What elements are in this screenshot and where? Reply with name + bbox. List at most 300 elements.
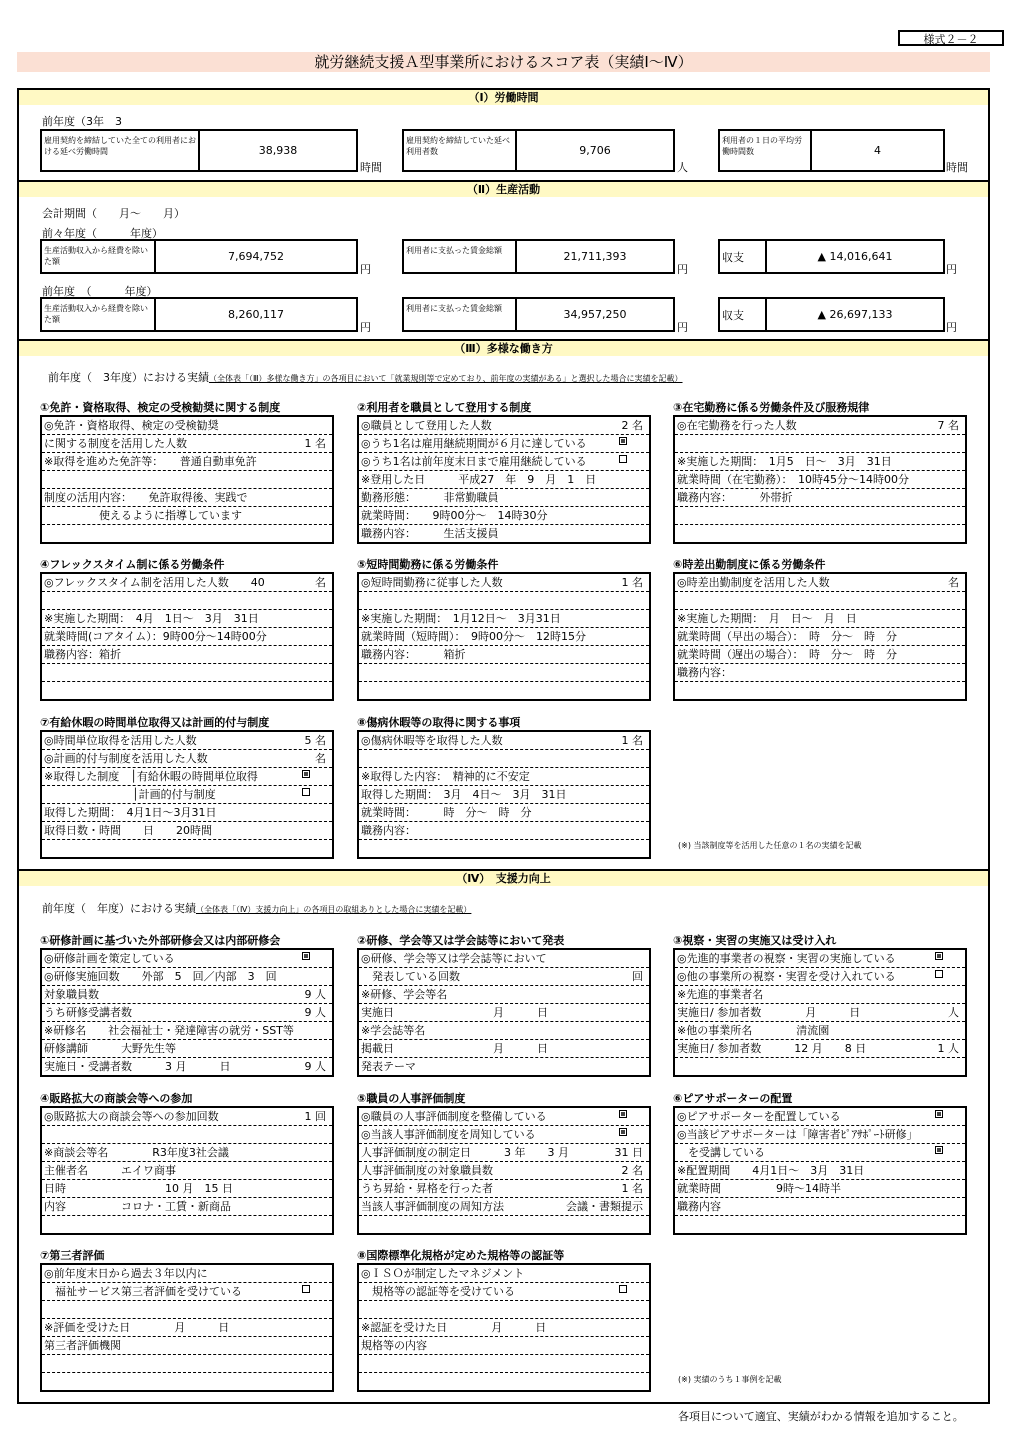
row-text: ※取得した制度 │有給休暇の時間単位取得: [44, 770, 258, 783]
box-title: ④フレックスタイム制に係る労働条件: [40, 558, 225, 571]
record-box: [40, 572, 334, 701]
record-box: [357, 1263, 651, 1392]
form-row[interactable]: [42, 1373, 332, 1390]
form-row[interactable]: [675, 525, 965, 542]
form-row[interactable]: [42, 840, 332, 857]
box-title: ⑥時差出勤制度に係る労働条件: [673, 558, 826, 571]
form-row[interactable]: [359, 1373, 649, 1390]
row-text: ◎ＩＳＯが制定したマネジメント: [361, 1267, 525, 1280]
sec3-intro-text: 前年度（ 3年度）における実績: [48, 371, 209, 384]
record-box: [40, 1263, 334, 1392]
form-row[interactable]: [359, 1022, 649, 1040]
row-value: 31 日: [614, 1146, 643, 1159]
record-box: [40, 1106, 334, 1235]
row-text: 日時 10 月 15 日: [44, 1182, 233, 1195]
form-row[interactable]: [675, 471, 965, 489]
form-row[interactable]: [42, 1108, 332, 1126]
form-row[interactable]: [675, 1216, 965, 1233]
form-row[interactable]: [359, 417, 649, 435]
unit-yen: 円: [946, 321, 957, 334]
form-row[interactable]: [675, 1004, 965, 1022]
form-row[interactable]: [359, 574, 649, 592]
row-text: 職務内容： 箱折: [361, 648, 466, 661]
box-title: ①研修計画に基づいた外部研修会又は内部研修会: [40, 934, 281, 947]
form-row[interactable]: [359, 1198, 649, 1216]
row-value: 9 人: [304, 988, 326, 1001]
record-box: [40, 948, 334, 1077]
form-row[interactable]: [359, 1283, 649, 1301]
record-box: [357, 1106, 651, 1235]
form-row[interactable]: [675, 592, 965, 610]
sec2-prev1-balance-label: 収支: [720, 299, 767, 330]
sec1-users-box: [402, 129, 675, 172]
row-text: ◎販路拡大の商談会等への参加回数: [44, 1110, 219, 1123]
row-text: ◎時間単位取得を活用した人数: [44, 734, 197, 747]
form-row[interactable]: [42, 1301, 332, 1319]
row-text: ※評価を受けた日 月 日: [44, 1321, 230, 1334]
row-text: 人事評価制度の制定日 3 年 3 月: [361, 1146, 569, 1159]
form-row[interactable]: [42, 1283, 332, 1301]
form-row[interactable]: [675, 453, 965, 471]
form-row[interactable]: [359, 435, 649, 453]
sec2-prev1-income-label: 生産活動収入から経費を除いた額: [42, 299, 156, 330]
record-box: [673, 948, 967, 1077]
row-text: 実施日 月 日: [361, 1006, 548, 1019]
sec2-prev1-wages-label: 利用者に支払った賃金総額: [404, 299, 517, 330]
form-row[interactable]: [359, 1216, 649, 1233]
row-text: ◎当該人事評価制度を周知している: [361, 1128, 536, 1141]
form-row[interactable]: [675, 1144, 965, 1162]
checked-checkbox-icon[interactable]: [935, 1146, 943, 1154]
row-text: 就業時間（早出の場合）： 時 分～ 時 分: [677, 630, 897, 643]
row-text: ◎職員の人事評価制度を整備している: [361, 1110, 547, 1123]
form-row[interactable]: [42, 768, 332, 786]
form-row[interactable]: [359, 1126, 649, 1144]
row-text: 福祉サービス第三者評価を受けている: [44, 1285, 242, 1298]
form-row[interactable]: [359, 646, 649, 664]
row-text: 人事評価制度の対象職員数: [361, 1164, 493, 1177]
row-text: 制度の活用内容： 免許取得後、実践で: [44, 491, 248, 504]
row-text: 勤務形態： 非常勤職員: [361, 491, 499, 504]
form-row[interactable]: [675, 1162, 965, 1180]
form-row[interactable]: [359, 1301, 649, 1319]
form-row[interactable]: [675, 1198, 965, 1216]
form-row[interactable]: [359, 986, 649, 1004]
row-value: 9 人: [304, 1006, 326, 1019]
sec1-unit-people: 人: [677, 161, 688, 174]
record-box: [673, 1106, 967, 1235]
sec2-prev1-wages-value[interactable]: 34,957,250: [563, 308, 627, 321]
row-text: ※実施した期間： 4月 1日～ 3月 31日: [44, 612, 259, 625]
row-text: 就業時間（在宅勤務）： 10時45分～14時00分: [677, 473, 909, 486]
sec2-prev2-income-value[interactable]: 7,694,752: [228, 250, 284, 263]
form-row[interactable]: [42, 628, 332, 646]
row-text: ◎研修計画を策定している: [44, 952, 175, 965]
row-value: 名: [948, 576, 959, 589]
form-row[interactable]: [42, 1022, 332, 1040]
box-title: ⑥ピアサポーターの配置: [673, 1092, 793, 1105]
row-text: 研修講師 大野先生等: [44, 1042, 176, 1055]
form-row[interactable]: [675, 968, 965, 986]
row-text: ◎当該ピアサポーターは「障害者ﾋﾟｱｻﾎﾟｰﾄ研修」: [677, 1128, 918, 1141]
row-value: 回: [632, 970, 643, 983]
form-row[interactable]: [359, 1265, 649, 1283]
form-row[interactable]: [359, 822, 649, 840]
form-row[interactable]: [675, 664, 965, 682]
row-text: ◎在宅勤務を行った人数: [677, 419, 797, 432]
form-row[interactable]: [359, 732, 649, 750]
sec4-intro-note: （全体表「（Ⅳ）支援力向上」の各項目の取組ありとした場合に実績を記載）: [196, 905, 472, 914]
row-text: 職務内容: [677, 1200, 721, 1213]
row-text: 発表している回数: [361, 970, 460, 983]
row-text: 取得した期間： 4月1日～3月31日: [44, 806, 217, 819]
form-row[interactable]: [42, 1265, 332, 1283]
row-text: ◎研修、学会等又は学会誌等において: [361, 952, 547, 965]
row-text: うち昇給・昇格を行った者: [361, 1182, 493, 1195]
row-text: 実施日/ 参加者数 月 日: [677, 1006, 861, 1019]
form-row[interactable]: [42, 507, 332, 525]
sec4-intro-text: 前年度（ 年度）における実績: [42, 902, 196, 915]
form-row[interactable]: [359, 1040, 649, 1058]
row-text: │計画的付与制度: [44, 788, 216, 801]
form-row[interactable]: [42, 1216, 332, 1233]
row-text: 就業時間(コアタイム）：9時00分～14時00分: [44, 630, 267, 643]
sec2-prev1-label: 前年度 （ 年度）: [42, 285, 158, 298]
row-text: ◎うち1名は雇用継続期間が６月に達している: [361, 437, 587, 450]
row-text: 実施日/ 参加者数 12 月 8 日: [677, 1042, 867, 1055]
form-row[interactable]: [42, 1004, 332, 1022]
row-text: を受講している: [677, 1146, 765, 1159]
form-row[interactable]: [42, 574, 332, 592]
row-text: ※取得を進めた免許等： 普通自動車免許: [44, 455, 257, 468]
sec2-prev2-balance-box: [718, 239, 945, 274]
form-row[interactable]: [675, 610, 965, 628]
form-row[interactable]: [42, 786, 332, 804]
box-title: ⑧国際標準化規格が定めた規格等の認証等: [357, 1249, 565, 1262]
form-row[interactable]: [42, 1337, 332, 1355]
form-row[interactable]: [42, 804, 332, 822]
form-row[interactable]: [42, 1040, 332, 1058]
sec3-intro-note: （全体表「（Ⅲ）多様な働き方」の各項目において「就業規則等で定めており、前年度の実績がある」と選択した場合に実績を記載）: [209, 374, 683, 383]
form-row[interactable]: [359, 471, 649, 489]
form-row[interactable]: [359, 968, 649, 986]
unit-yen: 円: [946, 263, 957, 276]
row-text: 就業時間 9時～14時半: [677, 1182, 841, 1195]
row-value: 1 名: [621, 1182, 643, 1195]
sec2-prev2-balance-label: 収支: [720, 241, 767, 272]
row-text: 掲載日 月 日: [361, 1042, 548, 1055]
form-row[interactable]: [359, 1162, 649, 1180]
form-row[interactable]: [359, 525, 649, 542]
box-title: ①免許・資格取得、検定の受検勧奨に関する制度: [40, 401, 281, 414]
checked-checkbox-icon[interactable]: [619, 1128, 627, 1136]
row-text: ※学会誌等名: [361, 1024, 426, 1037]
form-row[interactable]: [359, 1144, 649, 1162]
row-text: ※研修名 社会福祉士・発達障害の就労・SST等: [44, 1024, 294, 1037]
sec1-total-hours-label: 雇用契約を締結していた全ての利用者における延べ労働時間: [42, 131, 200, 170]
row-text: 使えるように指導しています: [44, 509, 242, 522]
unit-yen: 円: [677, 263, 688, 276]
row-text: ◎職員として登用した人数: [361, 419, 492, 432]
record-box: [357, 415, 651, 544]
section-3-header: （Ⅲ）多様な働き方: [19, 341, 988, 356]
row-value: 2 名: [621, 1164, 643, 1177]
row-text: 規格等の内容: [361, 1339, 427, 1352]
form-row[interactable]: [42, 1144, 332, 1162]
record-box: [673, 415, 967, 544]
row-text: ※先進的事業者名: [677, 988, 764, 1001]
section-4-header: （Ⅳ） 支援力向上: [19, 871, 988, 886]
form-row[interactable]: [42, 682, 332, 699]
box-title: ⑤職員の人事評価制度: [357, 1092, 466, 1105]
form-number-label: 様式２－２: [898, 30, 1004, 46]
row-text: ◎免許・資格取得、検定の受検勧奨: [44, 419, 219, 432]
form-row[interactable]: [359, 950, 649, 968]
row-text: ※配置期間 4月1日～ 3月 31日: [677, 1164, 865, 1177]
form-row[interactable]: [42, 950, 332, 968]
row-text: ◎フレックスタイム制を活用した人数 40: [44, 576, 265, 589]
form-row[interactable]: [359, 786, 649, 804]
row-text: ※登用した日 平成27 年 9 月 1 日: [361, 473, 597, 486]
sec2-prev2-income-label: 生産活動収入から経費を除いた額: [42, 241, 156, 272]
box-title: ⑤短時間勤務に係る労働条件: [357, 558, 499, 571]
sec2-prev2-income-box: [40, 239, 358, 274]
unchecked-checkbox-icon[interactable]: [619, 455, 627, 463]
checked-checkbox-icon[interactable]: [302, 952, 310, 960]
box-title: ③視察・実習の実施又は受け入れ: [673, 934, 837, 947]
form-row[interactable]: [359, 592, 649, 610]
row-text: 対象職員数: [44, 988, 99, 1001]
form-row[interactable]: [359, 1108, 649, 1126]
row-text: 取得した期間： 3月 4日～ 3月 31日: [361, 788, 567, 801]
box-title: ⑦有給休暇の時間単位取得又は計画的付与制度: [40, 716, 270, 729]
row-text: 職務内容：箱折: [44, 648, 121, 661]
row-text: ※実施した期間： 1月12日～ 3月31日: [361, 612, 561, 625]
row-text: 実施日・受講者数 3 月 日: [44, 1060, 231, 1073]
form-row[interactable]: [42, 489, 332, 507]
row-text: 職務内容： 外帯折: [677, 491, 793, 504]
form-row[interactable]: [675, 1058, 965, 1075]
form-row[interactable]: [42, 822, 332, 840]
form-row[interactable]: [359, 768, 649, 786]
unit-yen: 円: [677, 321, 688, 334]
unit-yen: 円: [360, 321, 371, 334]
record-box: [40, 730, 334, 859]
sec2-prev1-balance-box: [718, 297, 945, 332]
row-value: 1 回: [304, 1110, 326, 1123]
form-row[interactable]: [359, 610, 649, 628]
unchecked-checkbox-icon[interactable]: [619, 1285, 627, 1293]
row-text: うち研修受講者数: [44, 1006, 132, 1019]
page-title: 就労継続支援Ａ型事業所におけるスコア表（実績Ⅰ～Ⅳ）: [17, 52, 990, 72]
unchecked-checkbox-icon[interactable]: [302, 1285, 310, 1293]
checked-checkbox-icon[interactable]: [619, 437, 627, 445]
form-row[interactable]: [359, 1058, 649, 1075]
form-row[interactable]: [359, 750, 649, 768]
form-row[interactable]: [359, 1180, 649, 1198]
form-row[interactable]: [359, 804, 649, 822]
form-row[interactable]: [359, 682, 649, 699]
row-text: 主催者名 エイワ商事: [44, 1164, 176, 1177]
form-row[interactable]: [42, 453, 332, 471]
form-row[interactable]: [42, 435, 332, 453]
form-row[interactable]: [42, 592, 332, 610]
box-title: ⑧傷病休暇等の取得に関する事項: [357, 716, 521, 729]
row-text: ◎他の事業所の視察・実習を受け入れている: [677, 970, 896, 983]
row-text: 規格等の認証等を受けている: [361, 1285, 515, 1298]
sec2-prev2-wages-value[interactable]: 21,711,393: [563, 250, 627, 263]
form-row[interactable]: [359, 507, 649, 525]
sec1-avg-hours-label: 利用者の１日の平均労働時間数: [720, 131, 812, 170]
form-row[interactable]: [675, 1108, 965, 1126]
form-row[interactable]: [42, 732, 332, 750]
sec1-total-hours-box: [40, 129, 358, 172]
section-2-header: （Ⅱ）生産活動: [19, 182, 988, 197]
row-text: ※取得した内容： 精神的に不安定: [361, 770, 530, 783]
row-text: 発表テーマ: [361, 1060, 416, 1073]
row-value: 1 名: [621, 576, 643, 589]
form-row[interactable]: [359, 1337, 649, 1355]
row-value: 名: [315, 576, 326, 589]
row-value: 1 名: [621, 734, 643, 747]
row-text: ※商談会等名 R3年度3社会議: [44, 1146, 229, 1159]
row-text: 当該人事評価制度の周知方法: [361, 1200, 504, 1213]
form-row[interactable]: [42, 1198, 332, 1216]
form-row[interactable]: [675, 417, 965, 435]
row-text: ※他の事業所名 清流園: [677, 1024, 830, 1037]
form-row[interactable]: [675, 950, 965, 968]
form-row[interactable]: [42, 1180, 332, 1198]
form-row[interactable]: [42, 1319, 332, 1337]
checked-checkbox-icon[interactable]: [935, 952, 943, 960]
row-text: 就業時間： 時 分～ 時 分: [361, 806, 532, 819]
row-text: 就業時間（短時間）： 9時00分～ 12時15分: [361, 630, 586, 643]
checked-checkbox-icon[interactable]: [302, 770, 310, 778]
form-row[interactable]: [675, 628, 965, 646]
sec2-prev2-label: 前々年度（ 年度）: [42, 227, 163, 240]
form-row[interactable]: [359, 1355, 649, 1373]
form-row[interactable]: [675, 507, 965, 525]
sec3-footnote: (※) 当該制度等を活用した任意の１名の実績を記載: [678, 841, 862, 850]
form-row[interactable]: [42, 610, 332, 628]
record-box: [357, 948, 651, 1077]
form-row[interactable]: [42, 1126, 332, 1144]
box-title: ②利用者を職員として登用する制度: [357, 401, 532, 414]
form-row[interactable]: [42, 750, 332, 768]
form-row[interactable]: [42, 417, 332, 435]
box-title: ②研修、学会等又は学会誌等において発表: [357, 934, 565, 947]
sec2-prev2-wages-box: [402, 239, 675, 274]
unchecked-checkbox-icon[interactable]: [935, 970, 943, 978]
footer-note: 各項目について適宜、実績がわかる情報を追加すること。: [678, 1410, 964, 1423]
form-row[interactable]: [675, 435, 965, 453]
form-row[interactable]: [42, 1058, 332, 1075]
sec2-prev2-balance-value[interactable]: ▲ 14,016,641: [817, 250, 893, 263]
sec1-unit-hours: 時間: [360, 161, 382, 174]
unit-yen: 円: [360, 263, 371, 276]
row-text: 職務内容：: [677, 666, 732, 679]
form-row[interactable]: [675, 1180, 965, 1198]
form-row[interactable]: [42, 968, 332, 986]
checked-checkbox-icon[interactable]: [619, 1110, 627, 1118]
form-row[interactable]: [675, 489, 965, 507]
form-row[interactable]: [675, 682, 965, 699]
row-value: 人: [948, 1006, 959, 1019]
box-title: ③在宅勤務に係る労働条件及び服務規律: [673, 401, 870, 414]
form-row[interactable]: [359, 840, 649, 857]
form-row[interactable]: [359, 1004, 649, 1022]
row-value: 会議・書類提示: [566, 1200, 643, 1213]
section-1-header: （Ⅰ）労働時間: [19, 90, 988, 105]
form-row[interactable]: [675, 1022, 965, 1040]
row-text: ※実施した期間： 月 日～ 月 日: [677, 612, 857, 625]
form-row[interactable]: [42, 664, 332, 682]
form-row[interactable]: [359, 489, 649, 507]
row-value: 1 人: [937, 1042, 959, 1055]
form-row[interactable]: [675, 986, 965, 1004]
form-row[interactable]: [42, 471, 332, 489]
row-text: ◎前年度末日から過去３年以内に: [44, 1267, 208, 1280]
unchecked-checkbox-icon[interactable]: [302, 788, 310, 796]
record-box: [357, 730, 651, 859]
row-value: 5 名: [304, 734, 326, 747]
row-text: ◎計画的付与制度を活用した人数: [44, 752, 208, 765]
row-value: 2 名: [621, 419, 643, 432]
form-row[interactable]: [42, 986, 332, 1004]
sec1-avg-hours-value[interactable]: 4: [874, 144, 881, 157]
form-row[interactable]: [359, 453, 649, 471]
form-row[interactable]: [42, 1355, 332, 1373]
sec1-unit-avg-hours: 時間: [946, 161, 968, 174]
sec1-total-hours-value[interactable]: 38,938: [258, 144, 298, 157]
sec1-year-label: 前年度（3年 3: [42, 115, 122, 128]
row-text: 職務内容：: [361, 824, 416, 837]
sec3-intro: [48, 369, 683, 385]
row-text: ※認証を受けた日 月 日: [361, 1321, 547, 1334]
sec4-intro: [42, 900, 471, 916]
form-row[interactable]: [675, 574, 965, 592]
row-value: 1 名: [304, 437, 326, 450]
form-row[interactable]: [675, 646, 965, 664]
row-text: ※研修、学会等名: [361, 988, 448, 1001]
sec2-prev1-income-box: [40, 297, 358, 332]
row-text: ◎先進的事業者の視察・実習の実施している: [677, 952, 896, 965]
form-row[interactable]: [359, 664, 649, 682]
checked-checkbox-icon[interactable]: [935, 1110, 943, 1118]
form-row[interactable]: [675, 1126, 965, 1144]
row-value: 7 名: [937, 419, 959, 432]
form-row[interactable]: [359, 628, 649, 646]
form-row[interactable]: [42, 525, 332, 542]
form-row[interactable]: [42, 646, 332, 664]
sec4-footnote: (※) 実績のうち１事例を記載: [678, 1375, 782, 1384]
record-box: [357, 572, 651, 701]
sec1-avg-hours-box: [718, 129, 945, 172]
sec2-prev1-balance-value[interactable]: ▲ 26,697,133: [817, 308, 893, 321]
row-text: ※実施した期間： 1月5 日～ 3月 31日: [677, 455, 892, 468]
form-row[interactable]: [42, 1162, 332, 1180]
record-box: [40, 415, 334, 544]
form-row[interactable]: [359, 1319, 649, 1337]
sec1-users-value[interactable]: 9,706: [579, 144, 611, 157]
row-text: 就業時間（遅出の場合）： 時 分～ 時 分: [677, 648, 897, 661]
row-value: 名: [315, 752, 326, 765]
sec2-prev2-wages-label: 利用者に支払った賃金総額: [404, 241, 517, 272]
row-text: 就業時間： 9時00分～ 14時30分: [361, 509, 548, 522]
row-text: ◎ピアサポーターを配置している: [677, 1110, 841, 1123]
sec2-prev1-income-value[interactable]: 8,260,117: [228, 308, 284, 321]
form-row[interactable]: [675, 1040, 965, 1058]
